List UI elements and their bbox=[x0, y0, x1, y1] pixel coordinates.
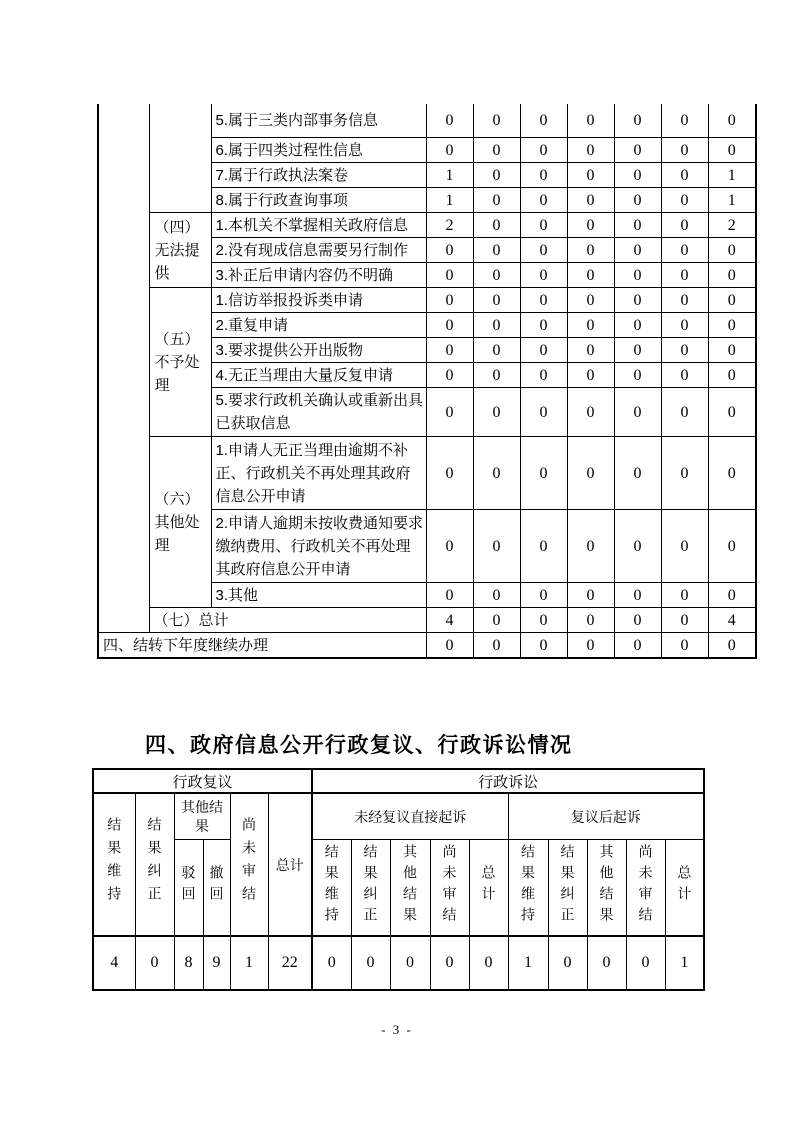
cell-value: 0 bbox=[661, 313, 708, 338]
header-text: 撤回 bbox=[208, 865, 225, 907]
cell-value: 1 bbox=[508, 936, 548, 990]
cell-value: 9 bbox=[203, 936, 230, 990]
cell-value: 0 bbox=[708, 583, 756, 608]
cell-value: 0 bbox=[708, 510, 756, 583]
cell-value: 0 bbox=[473, 363, 520, 388]
cell-value: 4 bbox=[708, 608, 756, 633]
cell-value: 0 bbox=[469, 936, 508, 990]
cell-value: 8 bbox=[174, 936, 203, 990]
row-label: 7.属于行政执法案卷 bbox=[211, 163, 426, 188]
cell-value: 0 bbox=[473, 633, 520, 659]
cell-value: 0 bbox=[567, 510, 614, 583]
cell-value: 0 bbox=[473, 104, 520, 138]
cell-value: 0 bbox=[614, 104, 661, 138]
cell-value: 0 bbox=[473, 288, 520, 313]
cell-value: 0 bbox=[567, 163, 614, 188]
cell-value: 0 bbox=[661, 263, 708, 288]
column-header bbox=[626, 840, 665, 937]
cell-value: 0 bbox=[426, 583, 473, 608]
cell-value: 1 bbox=[665, 936, 704, 990]
header-text: 结果纠正 bbox=[559, 844, 576, 928]
cell-value: 0 bbox=[390, 936, 430, 990]
cell-value: 0 bbox=[135, 936, 174, 990]
cell-value: 0 bbox=[614, 608, 661, 633]
row-label: 1.信访举报投诉类申请 bbox=[211, 288, 426, 313]
cell-value: 0 bbox=[708, 313, 756, 338]
cell-value: 0 bbox=[661, 213, 708, 238]
cell-value: 0 bbox=[426, 288, 473, 313]
cell-value: 0 bbox=[520, 583, 567, 608]
cell-value: 0 bbox=[614, 437, 661, 510]
cell-value: 0 bbox=[661, 633, 708, 659]
column-header bbox=[430, 840, 469, 937]
cell-value: 0 bbox=[520, 288, 567, 313]
cell-value: 2 bbox=[708, 213, 756, 238]
cell-value: 0 bbox=[661, 138, 708, 163]
row-label: 6.属于四类过程性信息 bbox=[211, 138, 426, 163]
cell-value: 0 bbox=[708, 263, 756, 288]
cell-value: 0 bbox=[426, 338, 473, 363]
cell-value: 0 bbox=[473, 313, 520, 338]
cell-value: 0 bbox=[614, 163, 661, 188]
cell-value: 0 bbox=[520, 163, 567, 188]
cell-value: 0 bbox=[426, 238, 473, 263]
cell-value: 0 bbox=[520, 437, 567, 510]
cell-value: 0 bbox=[520, 238, 567, 263]
column-header bbox=[174, 840, 203, 937]
cell-value: 0 bbox=[614, 633, 661, 659]
row-label: 2.没有现成信息需要另行制作 bbox=[211, 238, 426, 263]
cell-value: 0 bbox=[661, 288, 708, 313]
cell-value: 0 bbox=[661, 363, 708, 388]
carryover-label: 四、结转下年度继续办理 bbox=[98, 633, 426, 659]
header-text: 结果维持 bbox=[106, 817, 123, 909]
header-text: 尚未审结 bbox=[441, 844, 458, 928]
cell-value: 0 bbox=[567, 188, 614, 213]
cell-value: 0 bbox=[661, 163, 708, 188]
cell-value: 0 bbox=[614, 288, 661, 313]
cell-value: 0 bbox=[614, 188, 661, 213]
column-header bbox=[312, 840, 351, 937]
header-text: 其他结果 bbox=[598, 844, 615, 928]
cell-value: 0 bbox=[312, 936, 351, 990]
cell-value: 0 bbox=[567, 437, 614, 510]
row-label: 1.申请人无正当理由逾期不补正、行政机关不再处理其政府信息公开申请 bbox=[211, 437, 426, 510]
cell-value: 1 bbox=[230, 936, 268, 990]
cell-value: 0 bbox=[520, 633, 567, 659]
cell-value: 0 bbox=[520, 263, 567, 288]
column-header bbox=[351, 840, 390, 937]
after-review-suit-label: 复议后起诉 bbox=[508, 793, 704, 840]
direct-suit-label: 未经复议直接起诉 bbox=[312, 793, 508, 840]
disposition-results-table bbox=[97, 104, 757, 659]
category-label: （五）不予处理 bbox=[149, 288, 211, 437]
row-label: 2.重复申请 bbox=[211, 313, 426, 338]
cell-value: 0 bbox=[426, 510, 473, 583]
cell-value: 0 bbox=[661, 437, 708, 510]
data-row bbox=[93, 936, 704, 990]
continued-category-cell bbox=[149, 104, 211, 213]
cell-value: 0 bbox=[473, 213, 520, 238]
cell-value: 0 bbox=[708, 138, 756, 163]
cell-value: 0 bbox=[614, 510, 661, 583]
cell-value: 0 bbox=[567, 288, 614, 313]
row-label: 2.申请人逾期未按收费通知要求缴纳费用、行政机关不再处理其政府信息公开申请 bbox=[211, 510, 426, 583]
cell-value: 0 bbox=[567, 313, 614, 338]
table-row bbox=[98, 288, 756, 313]
column-header bbox=[665, 840, 704, 937]
column-header bbox=[469, 840, 508, 937]
column-header bbox=[508, 840, 548, 937]
header-text: 结果维持 bbox=[520, 844, 537, 928]
cell-value: 0 bbox=[473, 510, 520, 583]
cell-value: 0 bbox=[426, 437, 473, 510]
column-header: 总计 bbox=[268, 793, 312, 936]
subgroup-header-row bbox=[93, 793, 704, 840]
header-text: 尚未审结 bbox=[637, 844, 654, 928]
cell-value: 1 bbox=[426, 188, 473, 213]
category-label: （四）无法提供 bbox=[149, 213, 211, 288]
cell-value: 0 bbox=[473, 583, 520, 608]
column-header bbox=[230, 793, 268, 936]
cell-value: 0 bbox=[473, 188, 520, 213]
section-heading: 四、政府信息公开行政复议、行政诉讼情况 bbox=[145, 734, 573, 757]
cell-value: 0 bbox=[626, 936, 665, 990]
cell-value: 0 bbox=[708, 437, 756, 510]
cell-value: 0 bbox=[426, 363, 473, 388]
header-text: 尚未审结 bbox=[241, 817, 257, 909]
header-text: 其他结果 bbox=[402, 844, 419, 928]
cell-value: 0 bbox=[520, 338, 567, 363]
cell-value: 0 bbox=[661, 188, 708, 213]
cell-value: 0 bbox=[661, 608, 708, 633]
cell-value: 1 bbox=[426, 163, 473, 188]
column-header bbox=[203, 840, 230, 937]
cell-value: 0 bbox=[567, 104, 614, 138]
cell-value: 0 bbox=[567, 263, 614, 288]
table-row bbox=[98, 213, 756, 238]
table-row bbox=[98, 104, 756, 138]
cell-value: 0 bbox=[708, 363, 756, 388]
cell-value: 0 bbox=[587, 936, 626, 990]
lawsuit-group-label: 行政诉讼 bbox=[312, 769, 704, 793]
cell-value: 0 bbox=[473, 608, 520, 633]
cell-value: 0 bbox=[614, 583, 661, 608]
cell-value: 0 bbox=[614, 313, 661, 338]
cell-value: 0 bbox=[351, 936, 390, 990]
cell-value: 0 bbox=[567, 363, 614, 388]
cell-value: 0 bbox=[661, 338, 708, 363]
header-text: 总计 bbox=[676, 865, 693, 907]
row-label: 3.补正后申请内容仍不明确 bbox=[211, 263, 426, 288]
group-header-row bbox=[93, 769, 704, 793]
row-label: 5.要求行政机关确认或重新出具已获取信息 bbox=[211, 388, 426, 437]
cell-value: 0 bbox=[473, 437, 520, 510]
cell-value: 0 bbox=[567, 338, 614, 363]
cell-value: 0 bbox=[614, 263, 661, 288]
cell-value: 0 bbox=[614, 388, 661, 437]
row-label: 8.属于行政查询事项 bbox=[211, 188, 426, 213]
cell-value: 0 bbox=[661, 104, 708, 138]
cell-value: 0 bbox=[473, 163, 520, 188]
cell-value: 0 bbox=[567, 583, 614, 608]
row-label: 1.本机关不掌握相关政府信息 bbox=[211, 213, 426, 238]
cell-value: 0 bbox=[426, 388, 473, 437]
cell-value: 0 bbox=[708, 338, 756, 363]
cell-value: 0 bbox=[520, 388, 567, 437]
cell-value: 4 bbox=[93, 936, 135, 990]
cell-value: 0 bbox=[520, 188, 567, 213]
column-header bbox=[93, 793, 135, 936]
cell-value: 0 bbox=[426, 313, 473, 338]
cell-value: 0 bbox=[661, 388, 708, 437]
cell-value: 0 bbox=[708, 388, 756, 437]
column-header bbox=[135, 793, 174, 936]
cell-value: 4 bbox=[426, 608, 473, 633]
cell-value: 0 bbox=[614, 213, 661, 238]
cell-value: 0 bbox=[426, 104, 473, 138]
cell-value: 0 bbox=[567, 388, 614, 437]
row-label: 5.属于三类内部事务信息 bbox=[211, 104, 426, 138]
cell-value: 1 bbox=[708, 163, 756, 188]
header-text: 驳回 bbox=[180, 865, 197, 907]
review-lawsuit-table bbox=[92, 768, 705, 991]
header-text: 结果维持 bbox=[323, 844, 340, 928]
cell-value: 1 bbox=[708, 188, 756, 213]
header-text: 结果纠正 bbox=[362, 844, 379, 928]
sub-header-row bbox=[93, 840, 704, 937]
cell-value: 0 bbox=[548, 936, 587, 990]
cell-value: 0 bbox=[520, 213, 567, 238]
cell-value: 0 bbox=[567, 608, 614, 633]
cell-value: 0 bbox=[473, 238, 520, 263]
cell-value: 0 bbox=[661, 583, 708, 608]
cell-value: 0 bbox=[473, 263, 520, 288]
column-header: 其他结果 bbox=[174, 793, 230, 840]
cell-value: 0 bbox=[567, 633, 614, 659]
cell-value: 0 bbox=[520, 510, 567, 583]
continued-left-cell bbox=[98, 104, 149, 633]
cell-value: 0 bbox=[661, 238, 708, 263]
cell-value: 0 bbox=[473, 338, 520, 363]
header-text: 结果纠正 bbox=[146, 817, 163, 909]
cell-value: 0 bbox=[520, 138, 567, 163]
cell-value: 0 bbox=[426, 633, 473, 659]
column-header bbox=[390, 840, 430, 937]
cell-value: 0 bbox=[567, 138, 614, 163]
cell-value: 0 bbox=[614, 238, 661, 263]
cell-value: 0 bbox=[430, 936, 469, 990]
cell-value: 0 bbox=[708, 238, 756, 263]
table-row bbox=[98, 437, 756, 510]
cell-value: 0 bbox=[708, 104, 756, 138]
row-label: 3.要求提供公开出版物 bbox=[211, 338, 426, 363]
cell-value: 22 bbox=[268, 936, 312, 990]
row-label: 3.其他 bbox=[211, 583, 426, 608]
total-label: （七）总计 bbox=[149, 608, 426, 633]
cell-value: 0 bbox=[614, 338, 661, 363]
row-label: 4.无正当理由大量反复申请 bbox=[211, 363, 426, 388]
cell-value: 0 bbox=[520, 104, 567, 138]
cell-value: 0 bbox=[426, 138, 473, 163]
cell-value: 0 bbox=[520, 363, 567, 388]
category-label: （六）其他处理 bbox=[149, 437, 211, 608]
cell-value: 0 bbox=[473, 138, 520, 163]
cell-value: 2 bbox=[426, 213, 473, 238]
cell-value: 0 bbox=[614, 363, 661, 388]
page-number: - 3 - bbox=[381, 1022, 413, 1037]
review-group-label: 行政复议 bbox=[93, 769, 312, 793]
cell-value: 0 bbox=[520, 313, 567, 338]
cell-value: 0 bbox=[426, 263, 473, 288]
carryover-row bbox=[98, 633, 756, 659]
cell-value: 0 bbox=[708, 633, 756, 659]
cell-value: 0 bbox=[614, 138, 661, 163]
cell-value: 0 bbox=[661, 510, 708, 583]
cell-value: 0 bbox=[473, 388, 520, 437]
cell-value: 0 bbox=[567, 238, 614, 263]
total-row bbox=[98, 608, 756, 633]
cell-value: 0 bbox=[567, 213, 614, 238]
column-header bbox=[587, 840, 626, 937]
column-header bbox=[548, 840, 587, 937]
cell-value: 0 bbox=[708, 288, 756, 313]
cell-value: 0 bbox=[520, 608, 567, 633]
header-text: 总计 bbox=[480, 865, 497, 907]
